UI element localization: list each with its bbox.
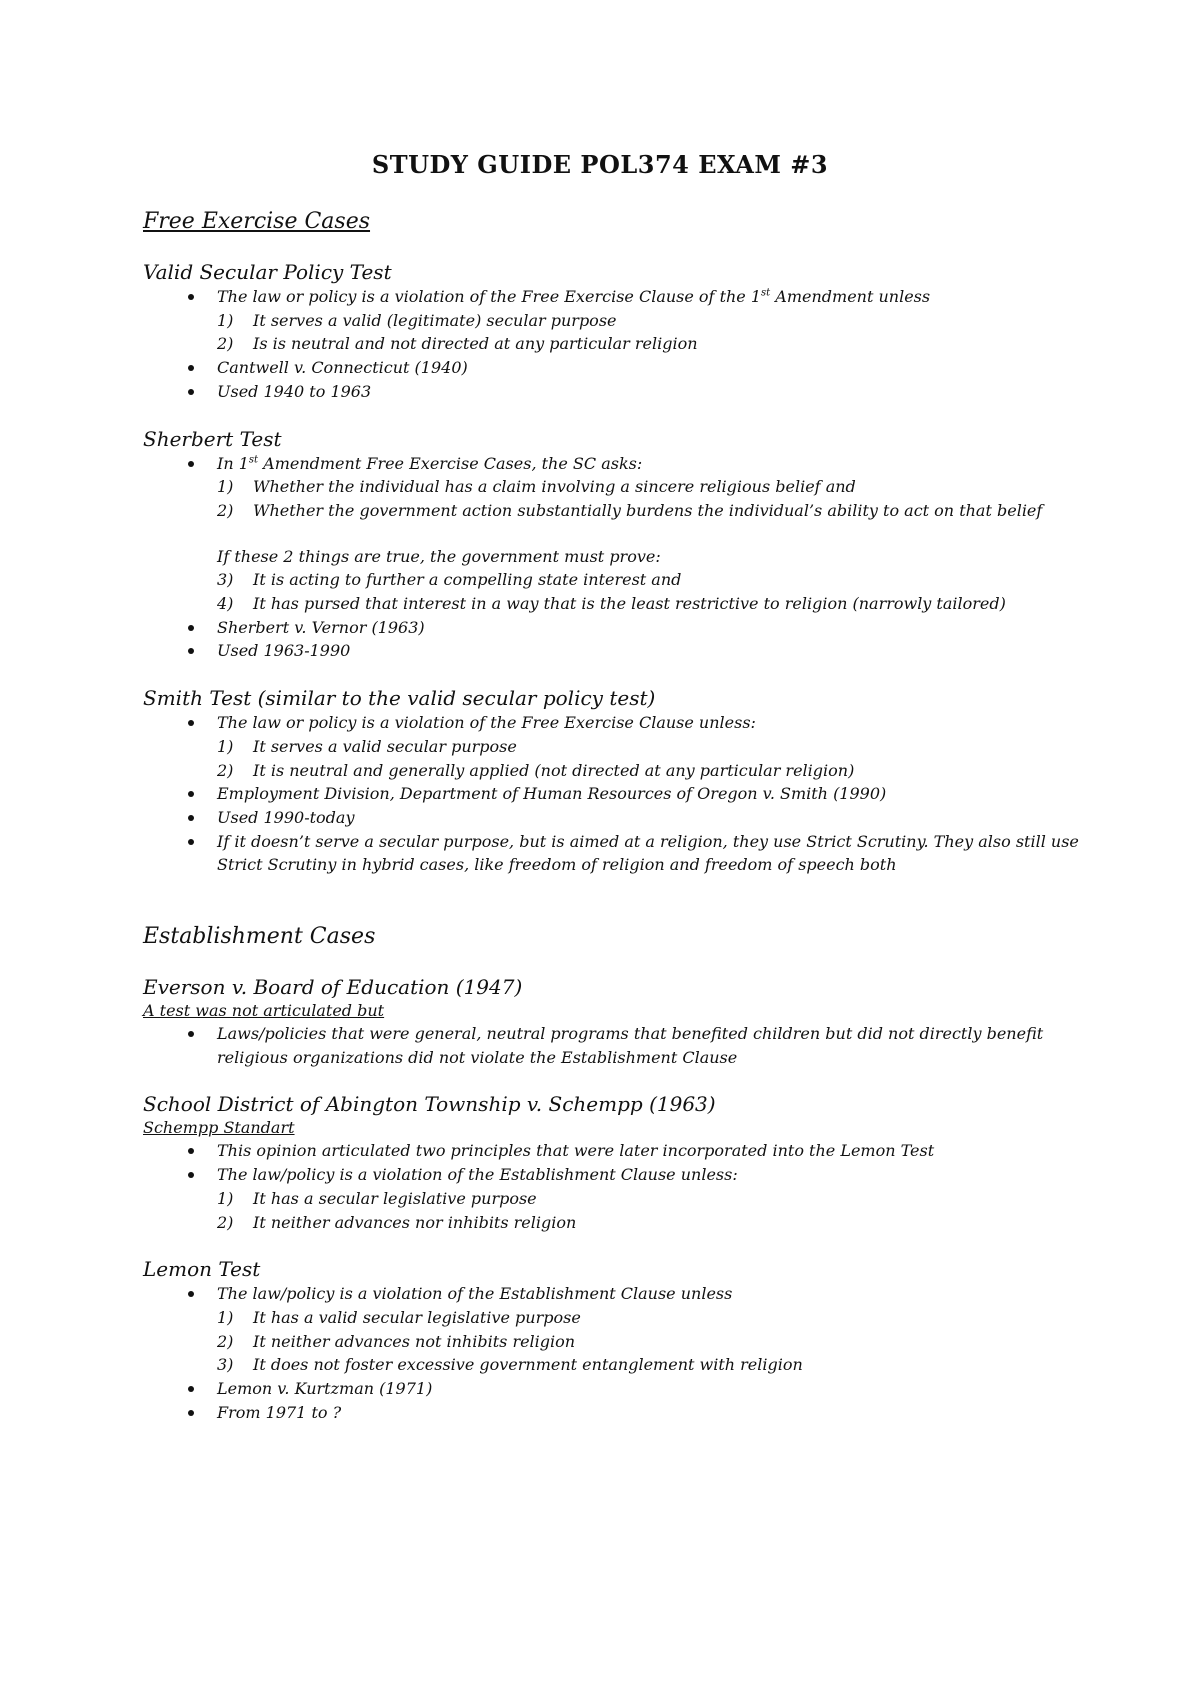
item-number: 3): [217, 570, 234, 590]
numbered-list: [143, 1306, 1083, 1377]
item-number: 1): [217, 1188, 234, 1208]
list-item: [143, 592, 1083, 616]
list-item: Employment Division, Department of Human Resources of Oregon v. Smith (1990): [143, 782, 1083, 806]
subheading-everson: Everson v. Board of Education (1947): [143, 975, 523, 1000]
list-item: The law/policy is a violation of the Establishment Clause unless: [143, 1282, 1083, 1306]
list-item: The law or policy is a violation of the Free Exercise Clause unless:: [143, 711, 1083, 735]
subheading-sherbert-test: Sherbert Test: [143, 426, 282, 451]
list-item: [143, 1353, 1083, 1377]
list-item: [143, 332, 1083, 356]
bullet-list: [143, 616, 1083, 663]
numbered-list: [143, 568, 1083, 615]
subheading-lemon-test: Lemon Test: [143, 1257, 261, 1282]
bullet-list: [143, 711, 1083, 735]
item-text: It serves a valid (legitimate) secular purpose: [253, 310, 617, 330]
item-text: Whether the government action substantially burdens the individual’s ability to act on that belief: [253, 500, 1043, 520]
item-number: 1): [217, 736, 234, 756]
list-item: Sherbert v. Vernor (1963): [143, 616, 1083, 640]
item-number: 2): [217, 1331, 234, 1351]
bullet-list: [143, 285, 1083, 309]
item-text: It serves a valid secular purpose: [253, 736, 517, 756]
numbered-list: [143, 735, 1083, 782]
bullet-text: Amendment unless: [770, 287, 931, 306]
list-item: [143, 1187, 1083, 1211]
list-item: Used 1940 to 1963: [143, 380, 1083, 404]
item-text: It has a secular legislative purpose: [253, 1188, 537, 1208]
list-item: The law/policy is a violation of the Establishment Clause unless:: [143, 1163, 1083, 1187]
item-number: 2): [217, 760, 234, 780]
bullet-list: [143, 1282, 1083, 1306]
superscript: st: [248, 454, 259, 466]
item-number: 4): [217, 594, 234, 614]
item-number: 2): [217, 500, 234, 520]
list-item: [143, 759, 1083, 783]
list-item: Used 1963-1990: [143, 639, 1083, 663]
list-item: [143, 309, 1083, 333]
item-number: 1): [217, 310, 234, 330]
item-text: It has a valid secular legislative purpose: [253, 1307, 581, 1327]
condition-note: If these 2 things are true, the government must prove:: [217, 546, 661, 566]
item-number: 3): [217, 1355, 234, 1375]
bullet-text: Amendment Free Exercise Cases, the SC asks:: [258, 453, 643, 473]
section-heading-free-exercise: Free Exercise Cases: [143, 209, 371, 234]
list-item: [143, 475, 1083, 499]
list-item: [143, 452, 1083, 476]
section-heading-establishment: Establishment Cases: [143, 924, 376, 950]
list-item: [143, 568, 1083, 592]
item-text: It is neutral and generally applied (not directed at any particular religion): [253, 760, 855, 780]
subheading-smith-test: Smith Test (similar to the valid secular policy test): [143, 686, 656, 711]
bullet-list: [143, 1139, 1083, 1186]
item-text: It does not foster excessive government entanglement with religion: [253, 1355, 803, 1375]
bullet-text: The law or policy is a violation of the Free Exercise Clause of the 1: [217, 287, 762, 306]
numbered-list: [143, 309, 1083, 356]
item-number: 2): [217, 334, 234, 354]
item-text: Is is neutral and not directed at any particular religion: [253, 334, 698, 354]
list-item: [143, 1211, 1083, 1235]
subheading-valid-secular-policy-test: Valid Secular Policy Test: [143, 260, 392, 284]
superscript: st: [761, 287, 771, 299]
list-item: [143, 1306, 1083, 1330]
list-item: [143, 735, 1083, 759]
list-item: If it doesn’t serve a secular purpose, but is aimed at a religion, they use Strict Scrutiny. They also still use Strict Scrutiny in hybrid cases, like freedom of religion and freedom of speech both: [143, 830, 1083, 877]
list-item: [143, 285, 1083, 309]
item-text: It has pursed that interest in a way that is the least restrictive to religion (narrowly tailored): [253, 594, 1006, 614]
item-text: Whether the individual has a claim involving a sincere religious belief and: [253, 477, 856, 497]
item-text: It neither advances not inhibits religion: [253, 1331, 576, 1351]
item-number: 1): [217, 477, 234, 497]
bullet-list: [143, 1377, 1083, 1424]
bullet-list: [143, 782, 1083, 877]
list-item: [143, 1330, 1083, 1354]
list-item: Laws/policies that were general, neutral programs that benefited children but did not directly benefit religious organizations did not violate the Establishment Clause: [143, 1022, 1083, 1069]
numbered-list: [143, 1187, 1083, 1234]
item-number: 1): [217, 1307, 234, 1327]
bullet-list: [143, 1022, 1083, 1069]
numbered-list: [143, 475, 1083, 522]
page-title: STUDY GUIDE POL374 EXAM #3: [371, 150, 829, 179]
underlined-note: Schempp Standart: [143, 1118, 295, 1138]
subheading-schempp: School District of Abington Township v. Schempp (1963): [143, 1092, 716, 1117]
list-item: From 1971 to ?: [143, 1401, 1083, 1425]
bullet-list: [143, 356, 1083, 403]
underlined-note: A test was not articulated but: [143, 1001, 385, 1021]
list-item: [143, 499, 1083, 523]
list-item: Cantwell v. Connecticut (1940): [143, 356, 1083, 380]
item-number: 2): [217, 1212, 234, 1232]
list-item: Used 1990-today: [143, 806, 1083, 830]
item-text: It is acting to further a compelling state interest and: [253, 570, 682, 590]
list-item: This opinion articulated two principles that were later incorporated into the Lemon Test: [143, 1139, 1083, 1163]
list-item: Lemon v. Kurtzman (1971): [143, 1377, 1083, 1401]
bullet-text: In 1: [217, 453, 249, 473]
item-text: It neither advances nor inhibits religion: [253, 1212, 577, 1232]
bullet-list: [143, 452, 1083, 476]
document-body: [143, 208, 1083, 1425]
